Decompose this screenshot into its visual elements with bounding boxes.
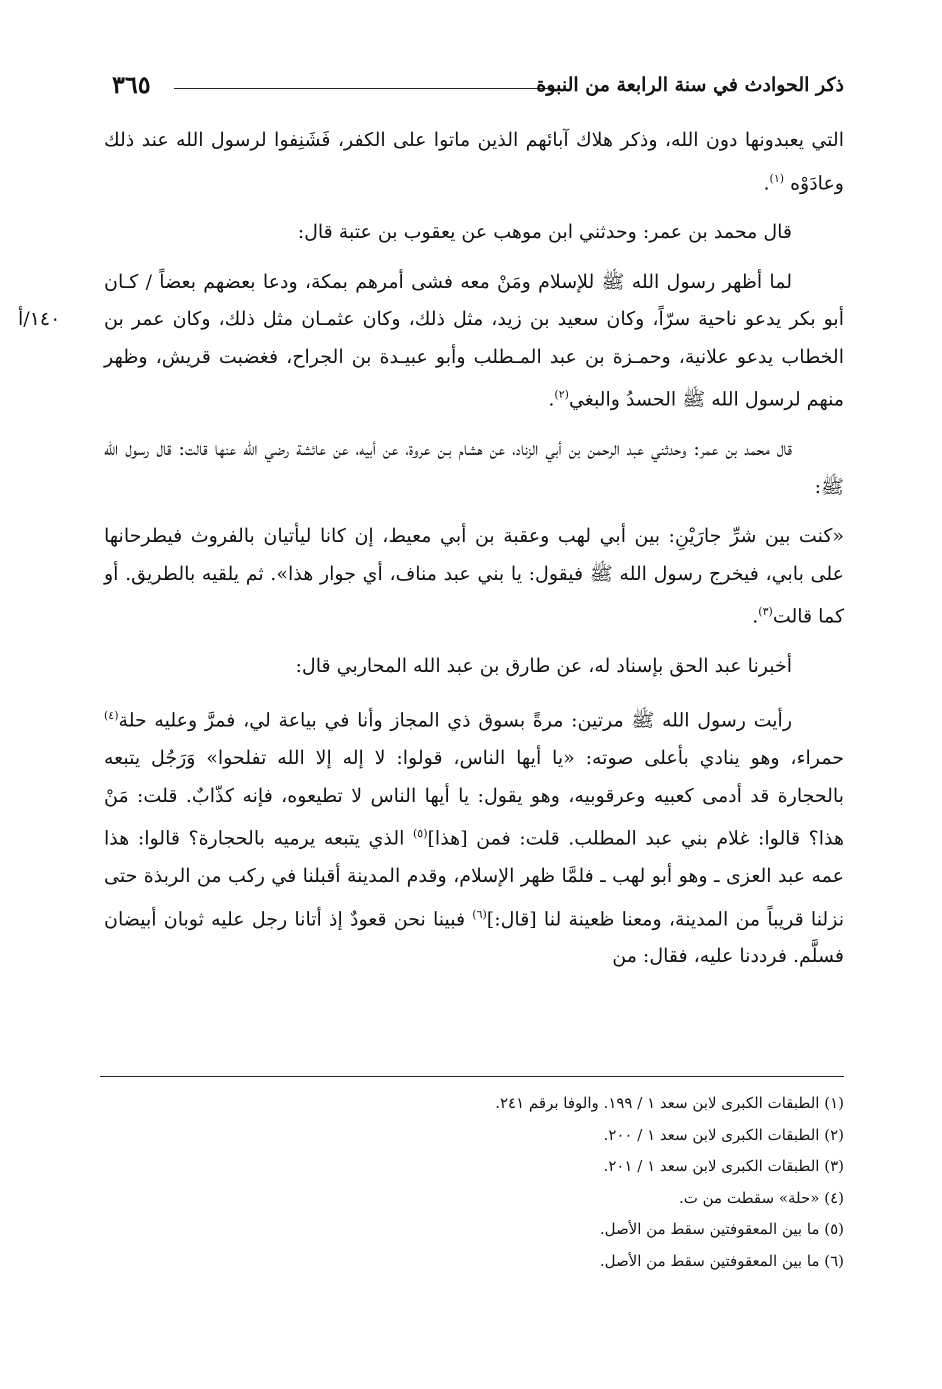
paragraph-3: لما أظهر رسول الله ﷺ للإسلام ومَنْ معه فشى أمرهم بمكة، ودعا بعضهم بعضاً / كـان أبو بكر يدعو ناحية سرّاً، وكان سعيد بن زيد، مثل ذلك، وكان عثمـان مثل ذلك، وكان عمر بن الخطاب يدعو علانية، وحمـزة بن عبد المـطلب وأبو عبيـدة بن الجراح، فغضبت قريش، وظهر منهم لرسول الله ﷺ الحسدُ والبغي$^{(٢)}$. [104, 270, 844, 411]
footnote-ref-2[interactable]: (٢) [554, 388, 569, 402]
footnote-2: (٢) الطبقات الكبرى لابن سعد ١ / ٢٠٠. [603, 1125, 844, 1144]
footnotes [100, 1088, 844, 1277]
paragraph-2: قال محمد بن عمر: وحدثني ابن موهب عن يعقوب بن عتبة قال: [297, 221, 792, 244]
footnote-4: (٤) «حلة» سقطت من ت. [678, 1188, 844, 1207]
paragraph-7: رأيت رسول الله ﷺ مرتين: مرةً بسوق ذي المجاز وأنا في بياعة لي، فمرَّ وعليه حلة$^{(٤)}$ حمراء، وهو ينادي بأعلى صوته: «يا أيها الناس، قولوا: لا إله إلا الله تفلحوا» وَرَجُل يتبعه بالحجارة قد أدمى كعبيه وعرقوبيه، وهو يقول: يا أيها الناس لا تطيعوه، فإنه كذّابٌ. قلت: مَنْ هذا؟ قالوا: غلام بني عبد المطلب. قلت: فمن [هذا]$^{(٥)}$ الذي يتبعه يرميه بالحجارة؟ قالوا: هذا عمه عبد العزى ـ وهو أبو لهب ـ فلمَّا ظهر الإسلام، وقدم المدينة أقبلنا في ركب من الربذة حتى نزلنا قريباً من المدينة، ومعنا ظعينة لنا [قال:]$^{(٦)}$ فبينا نحن قعودٌ إذ أتانا رجل عليه ثوبان أبيضان فسلَّم. فرددنا عليه، فقال: من [104, 709, 845, 968]
footnote-ref-5[interactable]: (٥) [413, 827, 428, 841]
paragraph-4: قال محمد بن عمر: وحدثني عبد الرحمن بن أبي الزناد، عن هشام بـن عروة، عن أبيه، عن عائشة رضي الله عنها قالت: قال رسول الله ﷺ: [104, 438, 844, 498]
footnote-rule [100, 1076, 844, 1077]
footnote-ref-3[interactable]: (٣) [758, 605, 773, 619]
paragraph-1: التي يعبدونها دون الله، وذكر هلاك آبائهم الذين ماتوا على الكفر، فَشَنِفوا لرسول الله عند ذلك وعادَوْه $^{(١)}$. [104, 129, 844, 194]
manuscript-folio-marker: ١٤٠/أ [18, 308, 61, 330]
footnote-3: (٣) الطبقات الكبرى لابن سعد ١ / ٢٠١. [603, 1157, 844, 1175]
footnote-ref-4[interactable]: (٤) [104, 709, 119, 723]
footnote-6: (٦) ما بين المعقوفتين سقط من الأصل. [599, 1251, 844, 1270]
footnote-1: (١) الطبقات الكبرى لابن سعد ١ / ١٩٩. والوفا برقم ٢٤١. [495, 1094, 844, 1112]
footnote-ref-6[interactable]: (٦) [472, 907, 487, 921]
page-header [112, 70, 844, 106]
header-rule [174, 88, 552, 89]
page-number: ٣٦٥ [112, 70, 151, 99]
running-title: ذكر الحوادث في سنة الرابعة من النبوة [536, 74, 844, 96]
main-text [104, 122, 844, 988]
footnote-ref-1[interactable]: (١) [769, 171, 785, 185]
paragraph-5: «كنت بين شرِّ جارَيْنِ: بين أبي لهب وعقبة بن أبي معيط، إن كانا ليأتيان بالفروث فيطرحانها على بابي، فيخرج رسول الله ﷺ فيقول: يا بني عبد مناف، أي جوار هذا». ثم يلقيه بالطريق. أو كما قالت$^{(٣)}$. [104, 525, 844, 628]
paragraph-6: أخبرنا عبد الحق بإسناد له، عن طارق بن عبد الله المحاربي قال: [295, 654, 792, 677]
footnote-5: (٥) ما بين المعقوفتين سقط من الأصل. [599, 1220, 844, 1238]
